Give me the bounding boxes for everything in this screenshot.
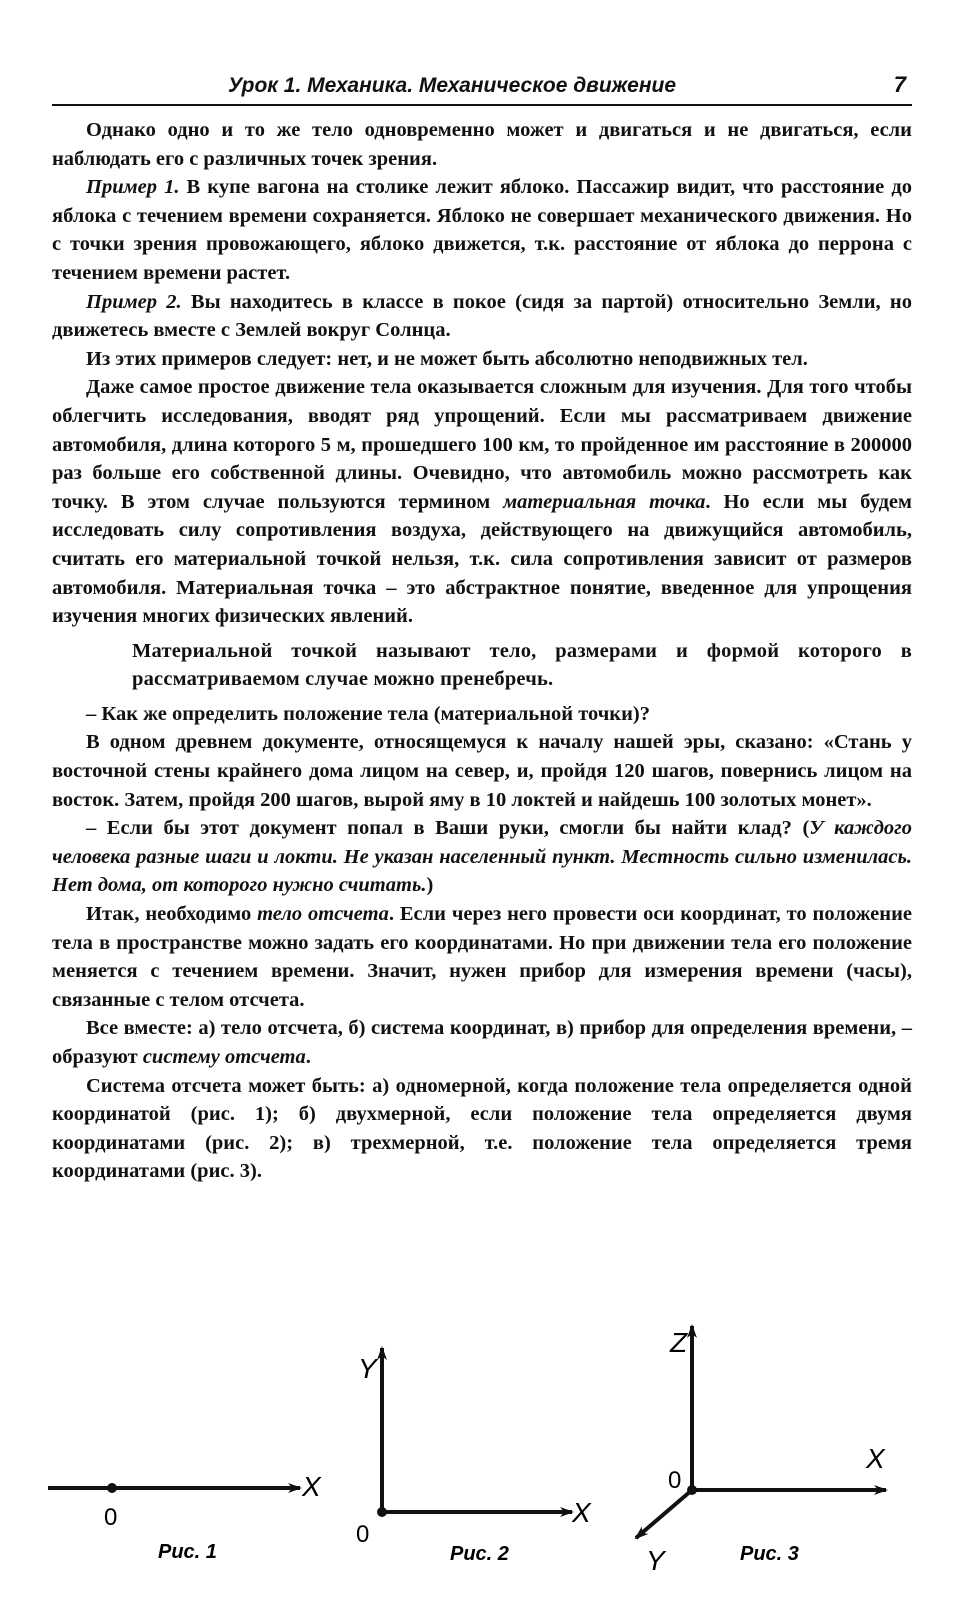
paragraph-5-text-b: . Но если мы будем исследовать силу сопротивления воздуха, действующего на движущийся автомобиль, считать его материальной точкой нельзя, т.к. сила сопротивления зависит от размеров автомобиля. Материальная точка – это абстрактное понятие, введенное для упрощения изучения многих физических явлений. <box>52 490 912 628</box>
term-reference-body: тело отсчета <box>257 903 389 926</box>
paragraph-4: Из этих примеров следует: нет, и не может быть абсолютно неподвижных тел. <box>86 347 808 370</box>
fig3-origin-label: 0 <box>668 1467 682 1494</box>
question-2 <box>52 814 912 900</box>
definition-block: Материальной точкой называют тело, размерами и формой которого в рассматриваемом случае можно пренебречь. <box>132 639 912 691</box>
question-2-text-a: – Если бы этот документ попал в Ваши руки, смогли бы найти клад? ( <box>86 817 810 840</box>
figure-3 <box>636 1326 886 1576</box>
fig1-origin-point <box>107 1483 117 1493</box>
fig2-y-label: Y <box>358 1353 377 1384</box>
fig3-x-label: X <box>866 1443 885 1474</box>
example-2-label: Пример 2. <box>86 290 182 313</box>
question-2-answer: У каждого человека разные шаги и локти. Не указан населенный пункт. Местность сильно изменилась. Нет дома, от которого нужно считать. <box>52 817 912 897</box>
fig3-origin-point <box>687 1485 697 1495</box>
example-1-label: Пример 1. <box>86 176 180 199</box>
paragraph-11: Система отсчета может быть: а) одномерной, когда положение тела определяется одной координатой (рис. 1); б) двухмерной, если положение тела определяется двумя координатами (рис. 2); в) трехмерной, т.е. положение тела определяется тремя координатами (рис. 3). <box>52 1074 912 1183</box>
page-number: 7 <box>893 72 906 97</box>
fig3-caption: Рис. 3 <box>740 1543 799 1565</box>
figures-svg <box>0 1300 972 1576</box>
question-2-text-b: ) <box>426 874 434 897</box>
fig2-x-label: X <box>572 1497 591 1528</box>
fig3-z-label: Z <box>670 1327 688 1358</box>
term-reference-system: систему отсчета <box>142 1046 306 1068</box>
paragraph-9 <box>52 900 912 1014</box>
paragraph-10-text-b: . <box>305 1046 311 1068</box>
paragraph-example-1 <box>52 173 912 287</box>
fig3-y-label: Y <box>646 1545 665 1576</box>
running-title: Урок 1. Механика. Механическое движение <box>227 74 677 97</box>
paragraph-9-text-a: Итак, необходимо <box>86 903 258 926</box>
fig2-origin-point <box>377 1507 387 1517</box>
figure-1 <box>48 1471 322 1563</box>
fig2-caption: Рис. 2 <box>450 1543 509 1565</box>
body-text <box>52 116 912 1186</box>
fig1-origin-label: 0 <box>104 1504 118 1531</box>
example-2-text: Вы находитесь в классе в покое (сидя за партой) относительно Земли, но движетесь вместе с Землей вокруг Солнца. <box>52 290 912 342</box>
paragraph-10 <box>52 1014 912 1071</box>
fig1-x-label: X <box>302 1471 321 1502</box>
fig2-origin-label: 0 <box>356 1521 370 1548</box>
paragraph-9-text-b: . Если через него провести оси координат, то положение тела в пространстве можно задать его координатами. Но при движении тела его положение меняется с течением времени. Значит, нужен прибор для измерения времени (часы), связанные с телом отсчета. <box>52 903 913 1011</box>
paragraph-10-text-a: Все вместе: а) тело отсчета, б) система координат, в) прибор для определения времени, – образуют <box>52 1017 912 1068</box>
figure-2 <box>356 1348 592 1565</box>
example-1-text: В купе вагона на столике лежит яблоко. Пассажир видит, что расстояние до яблока с течением времени сохраняется. Яблоко не совершает механического движения. Но с точки зрения провожающего, яблоко движется, т.к. расстояние от яблока до перрона с течением времени растет. <box>52 176 912 284</box>
fig3-y-axis <box>636 1490 692 1538</box>
question-1: – Как же определить положение тела (материальной точки)? <box>86 702 651 725</box>
page-header <box>52 70 912 106</box>
paragraph-1: Однако одно и то же тело одновременно может и двигаться и не двигаться, если наблюдать его с различных точек зрения. <box>52 119 912 170</box>
term-material-point: материальная точка <box>503 490 706 513</box>
paragraph-5 <box>52 373 912 630</box>
paragraph-5-text-a: Даже самое простое движение тела оказывается сложным для изучения. Для того чтобы облегчить исследования, вводят ряд упрощений. Если мы рассматриваем движение автомобиля, длина которого 5 м, прошедшего 100 км, то пройденное им расстояние в 200000 раз больше его собственной длины. Очевидно, что автомобиль можно рассмотреть как точку. В этом случае пользуются термином <box>52 376 912 513</box>
paragraph-example-2 <box>52 288 912 345</box>
fig1-caption: Рис. 1 <box>158 1541 217 1563</box>
figures <box>0 1300 972 1576</box>
paragraph-7: В одном древнем документе, относящемуся к началу нашей эры, сказано: «Стань у восточной стены крайнего дома лицом на север, и, пройдя 120 шагов, повернись лицом на восток. Затем, пройдя 200 шагов, вырой яму в 10 локтей и найдешь 100 золотых монет». <box>52 731 912 811</box>
